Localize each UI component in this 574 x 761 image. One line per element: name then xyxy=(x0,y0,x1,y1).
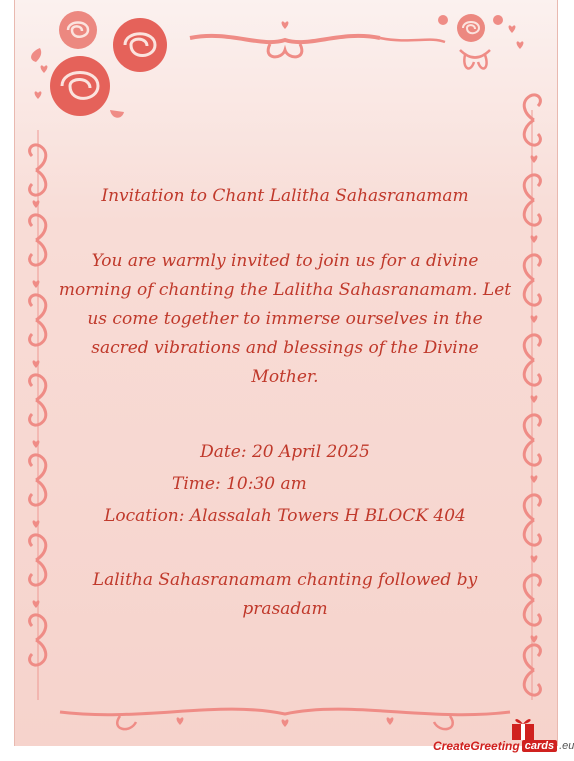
invitation-title: Invitation to Chant Lalitha Sahasranamam xyxy=(101,186,469,206)
event-location: Location: Alassalah Towers H BLOCK 404 xyxy=(104,506,466,526)
brand-tld: .eu xyxy=(559,740,574,752)
brand-cards: cards xyxy=(522,740,557,752)
rose-sprig-icon xyxy=(438,14,523,68)
bottom-flourish xyxy=(60,709,510,729)
invitation-footer: Lalitha Sahasranamam chanting followed by prasadam xyxy=(92,570,478,619)
event-date: Date: 20 April 2025 xyxy=(200,442,370,462)
invitation-body: You are warmly invited to join us for a divine morning of chanting the Lalitha Sahasranamam. Let us come together to immerse ourselves in the sacred vibrations and blessings of the Divine Mother. xyxy=(58,251,512,387)
top-flourish xyxy=(190,21,445,56)
event-time: Time: 10:30 am xyxy=(172,474,307,494)
brand-name: CreateGreeting xyxy=(433,739,520,753)
brand-logo[interactable] xyxy=(433,737,574,755)
rose-cluster-icon xyxy=(31,11,167,118)
